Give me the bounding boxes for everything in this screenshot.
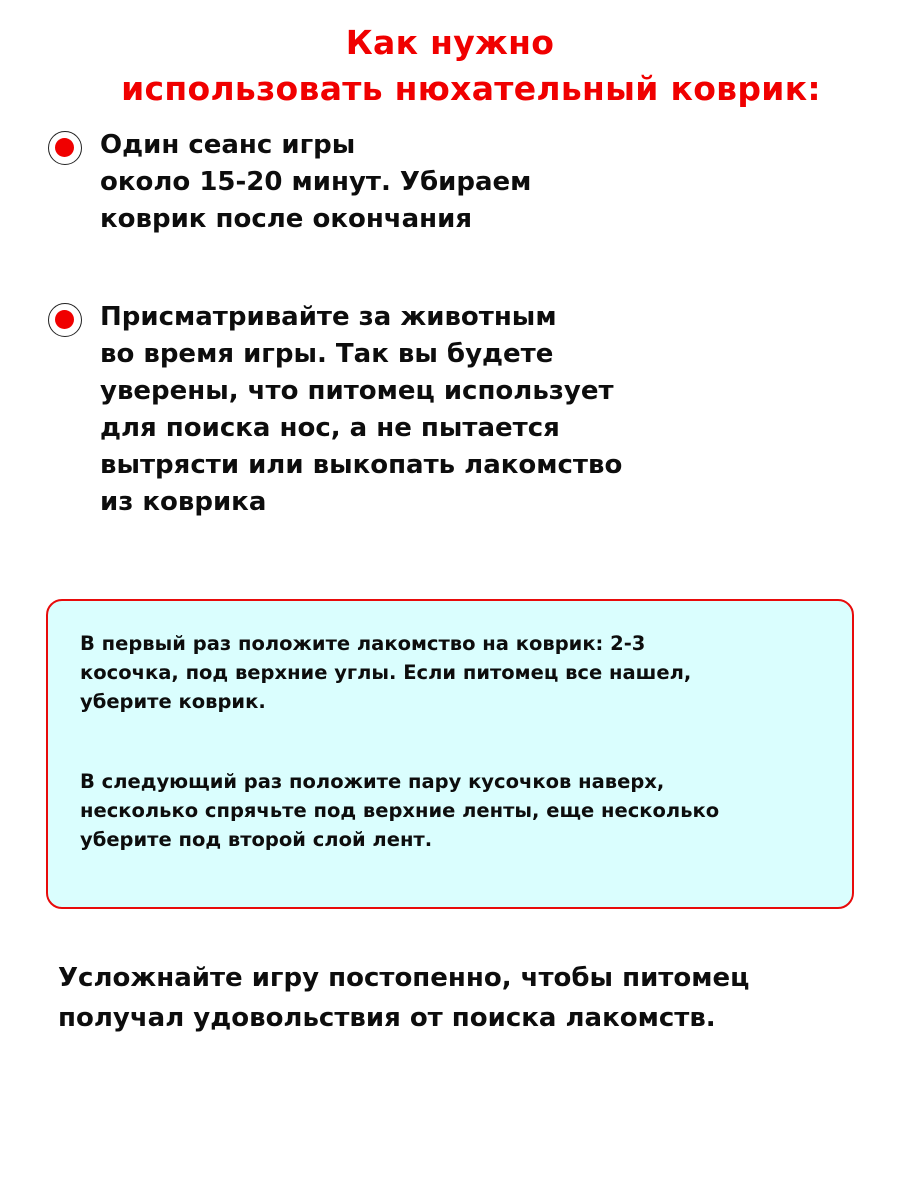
tip-line: косочка, под верхние углы. Если питомец все нашел, xyxy=(80,661,692,684)
tip-line: уберите под второй слой лент. xyxy=(80,828,433,851)
bullet-item-supervise xyxy=(100,299,800,521)
tip-line: уберите коврик. xyxy=(80,690,266,713)
title-line-1: Как нужно xyxy=(345,23,555,62)
tip-line: В первый раз положите лакомство на коврик: 2-3 xyxy=(80,632,646,655)
page-title xyxy=(0,20,900,112)
tips-box xyxy=(46,599,854,909)
bullet-line: для поиска нос, а не пытается xyxy=(100,413,560,443)
bullet-line: коврик после окончания xyxy=(100,204,473,234)
bullet-marker-icon xyxy=(48,303,82,337)
tip-next-time xyxy=(80,767,850,854)
bullet-line: около 15-20 минут. Убираем xyxy=(100,167,532,197)
bullet-marker-icon xyxy=(48,131,82,165)
bullet-line: Один сеанс игры xyxy=(100,130,356,160)
footer-line: получал удовольствия от поиска лакомств. xyxy=(58,1003,716,1033)
bullet-line: из коврика xyxy=(100,487,267,517)
bullet-item-session-duration xyxy=(100,127,800,238)
bullet-line: во время игры. Так вы будете xyxy=(100,339,554,369)
tip-line: несколько спрячьте под верхние ленты, еще несколько xyxy=(80,799,720,822)
bullet-line: вытрясти или выкопать лакомство xyxy=(100,450,623,480)
footer-line: Усложнайте игру постопенно, чтобы питомец xyxy=(58,963,750,993)
bullet-line: уверены, что питомец использует xyxy=(100,376,614,406)
title-line-2: использовать нюхательный коврик: xyxy=(121,69,821,108)
tip-line: В следующий раз положите пару кусочков наверх, xyxy=(80,770,665,793)
tip-first-time xyxy=(80,629,850,716)
footer-note xyxy=(58,958,878,1038)
bullet-line: Присматривайте за животным xyxy=(100,302,557,332)
